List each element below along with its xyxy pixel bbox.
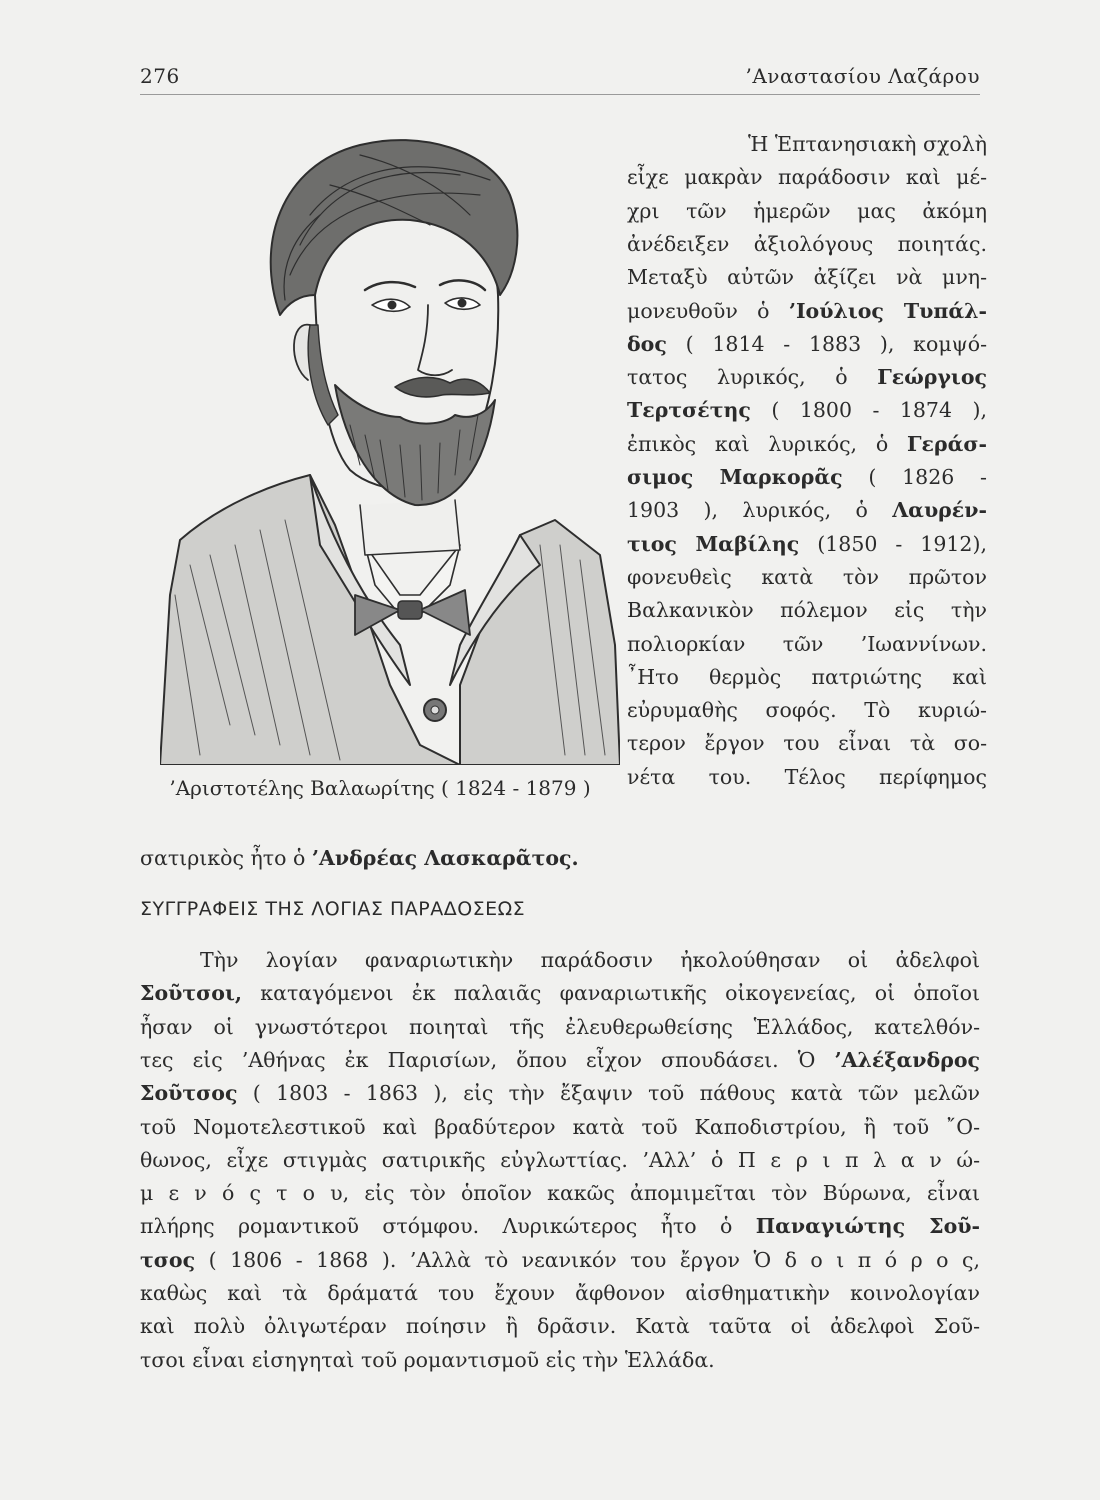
bold-name: δος <box>627 331 667 356</box>
text-line: ἐπικὸς καὶ λυρικός, ὁ Γεράσ- <box>627 431 987 456</box>
text-line: ἀνέδειξεν ἀξιολόγους ποιητάς. <box>627 231 987 256</box>
text-line: τες εἰς ’Αθήνας ἐκ Παρισίων, ὅπου εἶχον σπουδάσει. Ὁ ’Αλέξανδρος <box>140 1047 980 1072</box>
bold-name: ’Ανδρέας Λασκαρᾶτος. <box>311 846 579 870</box>
page-number: 276 <box>140 64 180 88</box>
text-line: εὐρυμαθὴς σοφός. Τὸ κυριώ- <box>627 698 987 723</box>
text-line: τσοι εἶναι εἰσηγηταὶ τοῦ ρομαντισμοῦ εἰς τὴν Ἑλλάδα. <box>140 1347 715 1372</box>
bold-name: Γεώργιος <box>877 365 987 390</box>
bold-name: Σοῦτσοι, <box>140 981 243 1006</box>
running-title: ’Αναστασίου Λαζάρου <box>745 64 980 88</box>
bold-name: Παναγιώτης Σοῦ- <box>755 1214 981 1239</box>
text-line: καθὼς καὶ τὰ δράματά του ἔχουν ἄφθονον αἰσθηματικὴν κοινολογίαν <box>140 1281 980 1305</box>
text-line: ἦσαν οἱ γνωστότεροι ποιηταὶ τῆς ἐλευθερωθείσης Ἑλλάδος, κατελθόν- <box>140 1014 980 1039</box>
text-line: πλήρης ρομαντικοῦ στόμφου. Λυρικώτερος ἦτο ὁ Παναγιώτης Σοῦ- <box>140 1214 981 1239</box>
bold-name: Γεράσ- <box>906 431 987 456</box>
text-line: Τὴν λογίαν φαναριωτικὴν παράδοσιν ἠκολούθησαν οἱ ἀδελφοὶ <box>200 948 980 972</box>
text-line: μονευθοῦν ὁ ’Ιούλιος Τυπάλ- <box>627 298 987 323</box>
text-line: Βαλκανικὸν πόλεμον εἰς τὴν <box>627 598 987 623</box>
text-line: Μεταξὺ αὐτῶν ἀξίζει νὰ μνη- <box>627 265 987 290</box>
text-line: δος ( 1814 - 1883 ), κομψό- <box>627 331 987 356</box>
bold-name: ’Αλέξανδρος <box>834 1047 980 1072</box>
text-line: τοῦ Νομοτελεστικοῦ καὶ βραδύτερον κατὰ τοῦ Καποδιστρίου, ἢ τοῦ ῎Ο- <box>140 1114 980 1139</box>
text-line: θωνος, εἶχε στιγμὰς σατιρικῆς εὐγλωττίας. ’Αλλ’ ὁ Π ε ρ ι π λ α ν ώ- <box>140 1147 980 1172</box>
bold-name: τιος Μαβίλης <box>627 531 800 556</box>
text-line: νέτα του. Τέλος περίφημος <box>627 764 987 789</box>
text-line: Σοῦτσος ( 1803 - 1863 ), εἰς τὴν ἔξαψιν τοῦ πάθους κατὰ τῶν μελῶν <box>140 1081 980 1106</box>
text-line: Τερτσέτης ( 1800 - 1874 ), <box>627 398 987 423</box>
bold-name: ’Ιούλιος Τυπάλ- <box>788 298 987 323</box>
bold-name: Τερτσέτης <box>627 398 751 423</box>
text-line: σιμος Μαρκορᾶς ( 1826 - <box>627 465 987 489</box>
text-line: τιος Μαβίλης (1850 - 1912), <box>627 531 987 556</box>
bold-name: Λαυρέν- <box>892 498 987 523</box>
text-line: Σοῦτσοι, καταγόμενοι ἐκ παλαιᾶς φαναριωτικῆς οἰκογενείας, οἱ ὁποῖοι <box>140 981 980 1006</box>
text-line: τατος λυρικός, ὁ Γεώργιος <box>627 365 987 390</box>
text-line: τσος ( 1806 - 1868 ). ’Αλλὰ τὸ νεανικόν του ἔργον Ὁ δ ο ι π ό ρ ο ς, <box>140 1247 980 1272</box>
text-line: ῏Ητο θερμὸς πατριώτης καὶ <box>627 664 987 689</box>
text-line: πολιορκίαν τῶν ’Ιωαννίνων. <box>627 631 987 656</box>
bold-name: σιμος Μαρκορᾶς <box>627 465 843 489</box>
text-line: εἶχε μακρὰν παράδοσιν καὶ μέ- <box>627 165 987 190</box>
bold-name: τσος <box>140 1247 196 1272</box>
text-line: χρι τῶν ἡμερῶν μας ἀκόμη <box>627 198 987 223</box>
text-line: φονευθεὶς κατὰ τὸν πρῶτον <box>627 564 987 589</box>
text-line: Ἡ Ἑπτανησιακὴ σχολὴ <box>747 132 987 156</box>
text-line: τερον ἔργον του εἶναι τὰ σο- <box>627 731 987 756</box>
text-line: 1903 ), λυρικός, ὁ Λαυρέν- <box>627 498 987 523</box>
continuation-line: σατιρικὸς ἦτο ὁ ’Ανδρέας Λασκαρᾶτος. <box>140 846 579 870</box>
figure-caption: ’Αριστοτέλης Βαλαωρίτης ( 1824 - 1879 ) <box>169 776 591 800</box>
page-header <box>140 60 980 95</box>
bold-name: Σοῦτσος <box>140 1081 238 1106</box>
portrait-engraving <box>160 125 620 765</box>
text-line: μ ε ν ό ς τ ο υ, εἰς τὸν ὁποῖον κακῶς ἀπομιμεῖται τὸν Βύρωνα, εἶναι <box>140 1181 980 1206</box>
section-heading: ΣΥΓΓΡΑΦΕΙΣ ΤΗΣ ΛΟΓΙΑΣ ΠΑΡΑΔΟΣΕΩΣ <box>140 898 526 920</box>
text-line: καὶ πολὺ ὀλιγωτέραν ποίησιν ἢ δρᾶσιν. Κατὰ ταῦτα οἱ ἀδελφοὶ Σοῦ- <box>140 1314 980 1339</box>
